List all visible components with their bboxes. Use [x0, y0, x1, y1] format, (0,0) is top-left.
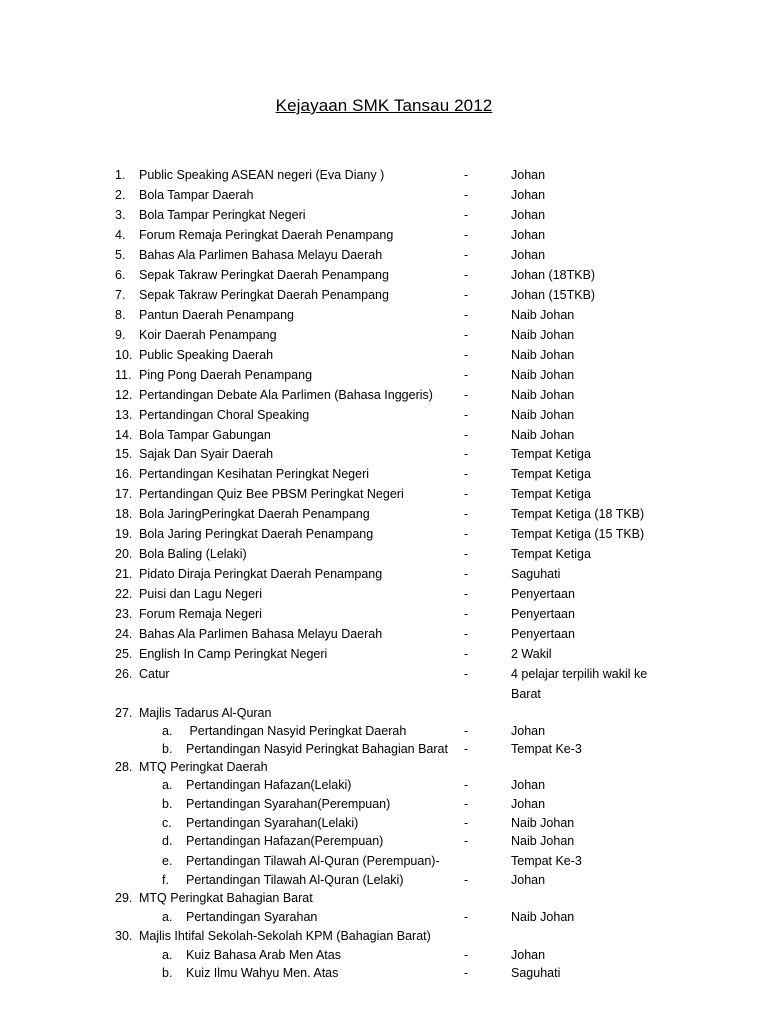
item-number: 27. [115, 706, 133, 720]
list-item [0, 386, 768, 405]
list-item [0, 445, 768, 464]
item-result: Johan [511, 948, 546, 962]
sub-item-label: Pertandingan Tilawah Al-Quran (Lelaki) [186, 873, 404, 887]
list-item [0, 505, 768, 524]
item-label: Bola Baling (Lelaki) [139, 547, 247, 561]
sub-item-label: Pertandingan Syarahan(Perempuan) [186, 797, 391, 811]
sub-item-letter: b. [162, 742, 173, 756]
item-number: 24. [115, 627, 133, 641]
item-label: Sajak Dan Syair Daerah [139, 447, 274, 461]
item-label: Pidato Diraja Peringkat Daerah Penampang [139, 567, 383, 581]
item-dash: - [464, 188, 469, 202]
item-number: 17. [115, 487, 133, 501]
item-label: Sepak Takraw Peringkat Daerah Penampang [139, 288, 389, 302]
item-label: Majlis Ihtifal Sekolah-Sekolah KPM (Bahagian Barat) [139, 929, 431, 943]
list-item [0, 704, 768, 723]
item-result: 2 Wakil [511, 647, 552, 661]
item-label: Bahas Ala Parlimen Bahasa Melayu Daerah [139, 627, 383, 641]
item-result: Naib Johan [511, 910, 575, 924]
item-result: Penyertaan [511, 607, 575, 621]
item-dash: - [464, 268, 469, 282]
item-label: Bola Jaring Peringkat Daerah Penampang [139, 527, 374, 541]
item-dash: - [464, 288, 469, 302]
list-item [0, 927, 768, 946]
item-dash: - [464, 168, 469, 182]
list-item [0, 426, 768, 445]
item-number: 19. [115, 527, 133, 541]
item-number: 7. [115, 288, 126, 302]
item-label: Public Speaking ASEAN negeri (Eva Diany ) [139, 168, 385, 182]
list-item [0, 306, 768, 325]
item-result: Saguhati [511, 567, 561, 581]
item-result: Tempat Ketiga (18 TKB) [511, 507, 645, 521]
list-item [0, 166, 768, 185]
sub-item-letter: a. [162, 724, 173, 738]
item-label: Ping Pong Daerah Penampang [139, 368, 313, 382]
item-result: Naib Johan [511, 328, 575, 342]
item-number: 4. [115, 228, 126, 242]
list-item [0, 465, 768, 484]
list-item [0, 266, 768, 285]
item-result: Tempat Ketiga [511, 467, 591, 481]
sub-item-letter: b. [162, 966, 173, 980]
list-item-continuation [0, 685, 768, 704]
item-dash: - [464, 834, 469, 848]
item-result: Johan [511, 873, 546, 887]
item-label: Sepak Takraw Peringkat Daerah Penampang [139, 268, 389, 282]
sub-list-item [0, 814, 768, 833]
item-number: 26. [115, 667, 133, 681]
item-result: Naib Johan [511, 308, 575, 322]
item-result: Johan [511, 724, 546, 738]
item-label: Majlis Tadarus Al-Quran [139, 706, 272, 720]
sub-item-label: Pertandingan Nasyid Peringkat Bahagian Barat [186, 742, 448, 756]
item-dash: - [464, 408, 469, 422]
item-label: MTQ Peringkat Daerah [139, 760, 268, 774]
sub-list-item [0, 722, 768, 741]
list-item [0, 645, 768, 664]
item-number: 6. [115, 268, 126, 282]
list-item [0, 346, 768, 365]
list-item [0, 366, 768, 385]
item-result: Johan (15TKB) [511, 288, 596, 302]
item-label: Bola Tampar Daerah [139, 188, 254, 202]
item-result: Johan [511, 168, 546, 182]
item-result: Naib Johan [511, 428, 575, 442]
item-label: Pertandingan Debate Ala Parlimen (Bahasa Inggeris) [139, 388, 433, 402]
item-result: Naib Johan [511, 348, 575, 362]
sub-list-item [0, 908, 768, 927]
item-dash: - [464, 627, 469, 641]
item-dash: - [464, 507, 469, 521]
item-result: Naib Johan [511, 816, 575, 830]
item-dash: - [464, 724, 469, 738]
item-result: Naib Johan [511, 834, 575, 848]
item-label: Bahas Ala Parlimen Bahasa Melayu Daerah [139, 248, 383, 262]
item-result: Johan [511, 248, 546, 262]
item-dash: - [464, 547, 469, 561]
item-result: Johan [511, 208, 546, 222]
item-result: Penyertaan [511, 627, 575, 641]
list-item [0, 565, 768, 584]
item-result: Tempat Ketiga (15 TKB) [511, 527, 645, 541]
item-number: 15. [115, 447, 133, 461]
item-dash: - [464, 607, 469, 621]
sub-item-letter: a. [162, 948, 173, 962]
sub-item-label: Pertandingan Syarahan(Lelaki) [186, 816, 359, 830]
item-label: MTQ Peringkat Bahagian Barat [139, 891, 313, 905]
item-label: Pertandingan Choral Speaking [139, 408, 310, 422]
sub-list-item [0, 740, 768, 759]
sub-item-letter: d. [162, 834, 173, 848]
list-item [0, 545, 768, 564]
list-item [0, 226, 768, 245]
item-dash: - [464, 567, 469, 581]
sub-item-label: Pertandingan Nasyid Peringkat Daerah [186, 724, 407, 738]
item-number: 30. [115, 929, 133, 943]
item-dash: - [464, 816, 469, 830]
sub-item-label: Kuiz Ilmu Wahyu Men. Atas [186, 966, 339, 980]
item-number: 16. [115, 467, 133, 481]
sub-list-item [0, 964, 768, 983]
sub-item-letter: e. [162, 854, 173, 868]
item-dash: - [464, 797, 469, 811]
list-item [0, 605, 768, 624]
item-number: 28. [115, 760, 133, 774]
item-label: Bola Tampar Peringkat Negeri [139, 208, 306, 222]
item-number: 20. [115, 547, 133, 561]
item-number: 9. [115, 328, 126, 342]
item-dash: - [464, 910, 469, 924]
item-dash: - [464, 527, 469, 541]
sub-item-label: Kuiz Bahasa Arab Men Atas [186, 948, 341, 962]
item-result: Tempat Ketiga [511, 547, 591, 561]
list-item [0, 406, 768, 425]
sub-item-label: Pertandingan Hafazan(Lelaki) [186, 778, 352, 792]
item-label: Koir Daerah Penampang [139, 328, 277, 342]
item-result: Tempat Ketiga [511, 487, 591, 501]
list-item [0, 525, 768, 544]
item-number: 8. [115, 308, 126, 322]
item-dash: - [464, 388, 469, 402]
sub-item-letter: c. [162, 816, 172, 830]
list-item [0, 286, 768, 305]
item-result: Tempat Ke-3 [511, 854, 582, 868]
item-number: 1. [115, 168, 126, 182]
item-number: 2. [115, 188, 126, 202]
item-result: 4 pelajar terpilih wakil ke [511, 667, 648, 681]
item-result: Naib Johan [511, 368, 575, 382]
item-dash: - [464, 487, 469, 501]
item-number: 23. [115, 607, 133, 621]
item-number: 14. [115, 428, 133, 442]
document-title: Kejayaan SMK Tansau 2012 [275, 96, 493, 115]
item-dash: - [464, 948, 469, 962]
item-result: Tempat Ketiga [511, 447, 591, 461]
item-dash: - [464, 873, 469, 887]
item-number: 11. [115, 368, 132, 382]
item-dash: - [464, 667, 469, 681]
item-label: Pertandingan Quiz Bee PBSM Peringkat Negeri [139, 487, 404, 501]
item-number: 25. [115, 647, 133, 661]
item-dash: - [464, 328, 469, 342]
item-dash: - [464, 467, 469, 481]
item-label: Forum Remaja Negeri [139, 607, 262, 621]
item-label: Catur [139, 667, 170, 681]
sub-item-letter: a. [162, 910, 173, 924]
sub-list-item [0, 871, 768, 890]
item-result: Johan [511, 228, 546, 242]
item-result: Naib Johan [511, 388, 575, 402]
item-label: Forum Remaja Peringkat Daerah Penampang [139, 228, 394, 242]
item-result: Johan [511, 188, 546, 202]
item-result: Johan [511, 797, 546, 811]
item-dash: - [464, 647, 469, 661]
sub-list-item [0, 795, 768, 814]
sub-item-letter: b. [162, 797, 173, 811]
list-item [0, 625, 768, 644]
list-item [0, 585, 768, 604]
sub-list-item [0, 832, 768, 851]
item-dash: - [464, 428, 469, 442]
item-dash: - [464, 778, 469, 792]
item-number: 22. [115, 587, 133, 601]
item-dash: - [464, 742, 469, 756]
item-label: Bola Tampar Gabungan [139, 428, 271, 442]
list-item [0, 758, 768, 777]
item-result: Naib Johan [511, 408, 575, 422]
item-label: English In Camp Peringkat Negeri [139, 647, 328, 661]
item-result: Saguhati [511, 966, 561, 980]
item-result: Johan [511, 778, 546, 792]
sub-item-letter: f. [162, 873, 169, 887]
item-number: 18. [115, 507, 133, 521]
item-number: 10. [115, 348, 133, 362]
sub-list-item [0, 852, 768, 871]
item-result: Penyertaan [511, 587, 575, 601]
item-dash: - [464, 447, 469, 461]
sub-list-item [0, 946, 768, 965]
sub-item-label: Pertandingan Syarahan [186, 910, 318, 924]
item-number: 12. [115, 388, 133, 402]
list-item [0, 326, 768, 345]
list-item [0, 665, 768, 684]
item-dash: - [464, 248, 469, 262]
item-label: Pertandingan Kesihatan Peringkat Negeri [139, 467, 370, 481]
item-number: 13. [115, 408, 133, 422]
item-result: Johan (18TKB) [511, 268, 596, 282]
item-result-continued: Barat [511, 687, 541, 701]
item-dash: - [464, 208, 469, 222]
item-dash: - [464, 966, 469, 980]
item-dash: - [464, 587, 469, 601]
sub-item-label: Pertandingan Tilawah Al-Quran (Perempuan)- [186, 854, 440, 868]
item-number: 29. [115, 891, 133, 905]
sub-item-label: Pertandingan Hafazan(Perempuan) [186, 834, 384, 848]
item-dash: - [464, 228, 469, 242]
item-dash: - [464, 308, 469, 322]
item-label: Puisi dan Lagu Negeri [139, 587, 262, 601]
list-item [0, 889, 768, 908]
list-item [0, 206, 768, 225]
list-item [0, 485, 768, 504]
item-number: 5. [115, 248, 126, 262]
sub-list-item [0, 776, 768, 795]
list-item [0, 246, 768, 265]
item-dash: - [464, 368, 469, 382]
item-dash: - [464, 348, 469, 362]
item-label: Pantun Daerah Penampang [139, 308, 294, 322]
item-number: 21. [115, 567, 133, 581]
sub-item-letter: a. [162, 778, 173, 792]
item-result: Tempat Ke-3 [511, 742, 582, 756]
item-number: 3. [115, 208, 126, 222]
item-label: Bola JaringPeringkat Daerah Penampang [139, 507, 370, 521]
list-item [0, 186, 768, 205]
item-label: Public Speaking Daerah [139, 348, 274, 362]
